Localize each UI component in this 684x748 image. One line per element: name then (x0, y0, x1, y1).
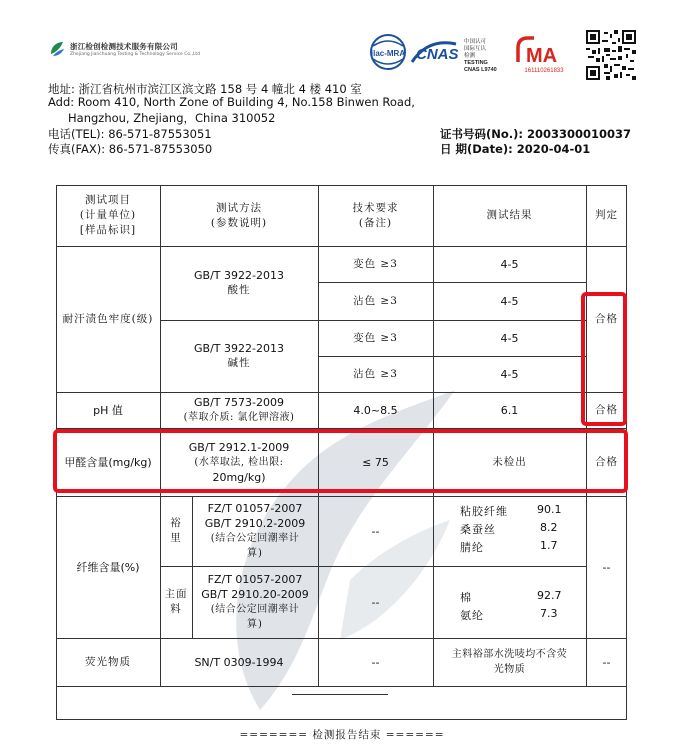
fiber-percent: 92.7 (537, 589, 562, 602)
requirement-fiber-main: -- (371, 595, 380, 609)
item-fiber-content: 纤维含量(%) (76, 560, 140, 574)
requirement-ph: 4.0~8.5 (353, 403, 398, 417)
requirement-cell: 变色 ≥3 (353, 331, 398, 344)
header-test-method: 测试方法 (参数说明) (210, 201, 268, 229)
requirement-fiber-lining: -- (371, 524, 380, 538)
end-divider-line (292, 694, 388, 695)
requirement-fluorescent: -- (371, 655, 380, 669)
cnas-testing: TESTING (464, 60, 488, 66)
cma-label: MA (526, 45, 558, 67)
fiber-name: 桑蚕丝 (460, 523, 496, 536)
judgment-fiber: -- (602, 560, 611, 574)
fiber-percent: 7.3 (540, 607, 558, 620)
ilac-mra-logo-icon (371, 35, 405, 69)
fiber-name: 粘胶纤维 (460, 505, 508, 518)
method-fluorescent: SN/T 0309-1994 (194, 655, 284, 669)
report-end-text: ======= 检测报告结束 ====== (239, 729, 445, 741)
certificate-number: 证书号码(No.): 2003300010037 (440, 127, 632, 141)
requirement-formaldehyde: ≤ 75 (362, 455, 389, 469)
address-cn: 地址: 浙江省杭州市滨江区滨文路 158 号 4 幢北 4 楼 410 室 (48, 82, 362, 96)
cnas-logo-icon (412, 37, 497, 73)
ilac-mra-label: ilac-MRA (370, 49, 406, 58)
requirement-cell: 沾色 ≥3 (353, 294, 398, 307)
judgment-fluorescent: -- (602, 655, 611, 669)
cnas-cn-line2: 国际互认 (464, 46, 487, 52)
cnas-label: CNAS (416, 46, 459, 63)
result-cell: 4-5 (500, 367, 519, 381)
requirement-cell: 变色 ≥3 (353, 257, 398, 270)
report-date: 日 期(Date): 2020-04-01 (440, 142, 591, 156)
method-fiber-lining: FZ/T 01057-2007 GB/T 2910.2-2009 (结合公定回潮率计 算) (204, 502, 306, 559)
header-requirement: 技术要求 (备注) (352, 201, 399, 229)
result-cell: 4-5 (500, 331, 519, 345)
result-ph: 6.1 (500, 403, 519, 417)
fiber-name: 氨纶 (460, 609, 484, 622)
cnas-cn-line3: 检测 (464, 53, 476, 59)
cma-logo-icon (518, 38, 564, 74)
result-cell: 4-5 (500, 257, 519, 271)
fiber-percent: 8.2 (540, 521, 558, 534)
fiber-lining-label: 裕 里 (170, 517, 182, 544)
header-judgment: 判定 (595, 209, 618, 221)
item-ph-value: pH 值 (93, 403, 123, 417)
header-test-item: 测试项目 (计量单位) [样品标识] (79, 194, 137, 236)
row-divider (56, 686, 627, 687)
fiber-name: 棉 (460, 591, 472, 604)
item-fluorescent: 荧光物质 (85, 655, 131, 668)
qr-code-icon (586, 30, 636, 80)
result-formaldehyde: 未检出 (492, 455, 527, 468)
method-formaldehyde: GB/T 2912.1-2009 (水萃取法, 检出限: 20mg/kg) (188, 440, 290, 484)
item-perspiration-fastness: 耐汗渍色牢度(级) (62, 312, 154, 325)
requirement-cell: 沾色 ≥3 (353, 367, 398, 380)
company-name-en: Zhejiang Jianchuang Testing & Technology Service Co.,Ltd (70, 52, 201, 57)
highlight-box-judgment (581, 292, 627, 426)
item-formaldehyde: 甲醛含量(mg/kg) (64, 455, 152, 469)
result-cell: 4-5 (500, 294, 519, 308)
judgment-ph: 合格 (595, 403, 618, 416)
address-en-line2: Hangzhou, Zhejiang，China 310052 (68, 111, 276, 125)
cma-number: 161110261833 (524, 68, 564, 74)
company-logo-icon (48, 40, 66, 58)
header-test-result: 测试结果 (486, 209, 533, 221)
method-ph: GB/T 7573-2009 (萃取介质: 氯化钾溶液) (183, 396, 295, 423)
method-alkali: GB/T 3922-2013 碱性 (194, 342, 284, 369)
certification-logos (368, 32, 578, 76)
judgment-perspiration: 合格 (595, 312, 618, 325)
method-acid: GB/T 3922-2013 酸性 (194, 269, 284, 296)
fiber-percent: 1.7 (540, 539, 558, 552)
fiber-percent: 90.1 (537, 503, 562, 516)
cnas-cn-line1: 中国认可 (464, 39, 487, 45)
result-fluorescent: 主料裕部水洗唛均不含荧 光物质 (451, 649, 568, 675)
company-name-cn: 浙江检创检测技术服务有限公司 (70, 42, 178, 51)
method-fiber-main: FZ/T 01057-2007 GB/T 2910.20-2009 (结合公定回潮率计 算) (201, 573, 309, 630)
cnas-number: CNAS L9740 (464, 67, 497, 73)
fiber-main-fabric-label: 主面 料 (164, 588, 188, 615)
highlight-box-formaldehyde (53, 429, 628, 493)
fax: 传真(FAX): 86-571-87553050 (48, 142, 213, 156)
telephone: 电话(TEL): 86-571-87553051 (48, 127, 212, 141)
address-en-line1: Add: Room 410, North Zone of Building 4, No.158 Binwen Road, (48, 95, 415, 109)
fiber-name: 腈纶 (460, 541, 484, 554)
judgment-formaldehyde: 合格 (595, 455, 618, 468)
